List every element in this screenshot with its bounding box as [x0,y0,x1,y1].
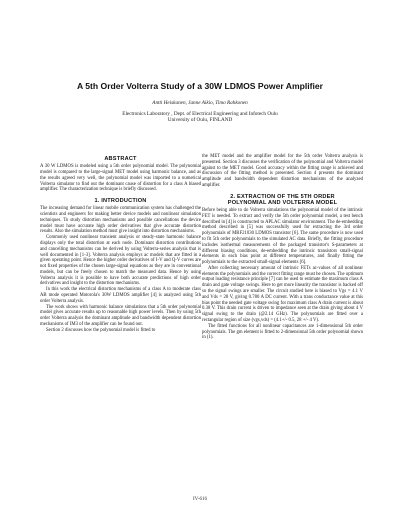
right-column [202,154,363,341]
page-number: IV-616 [193,497,207,502]
paper-authors: Antti Heiskanen, Janne Aikio, Timo Rahkonen [152,100,248,106]
section-2-paragraph-2: After collecting necessary amount of intrinsic FETs ac-values of all nonlinear elements the polynomials and the correct fitting range must be chosen. The optimum output loading resistance principle [7] can be used to estimate the maximum class A drain and gate voltage swings. Here to get more linearity the transistor is backed off so the signal swings are smaller. The circuit studied here is biased to Vgs = 4.1 V and Vds = 28 V, giving 0.780 A DC current. With a trans conductance value at this bias point the needed gate voltage swing for maximum class A drain current is about 0.38 V. This drain current is driven to impedance seen at the drain giving about 4 V signal swing to the drain (@2.14 GHz). The polynomials are fitted over a rectangular region of size (vgs,vds) = (4.1+/- 0.5, 28 +/- 4 V). [202,265,363,323]
abstract-heading: ABSTRACT [104,156,137,162]
affiliation-line-2: University of Oulu, FINLAND [167,117,233,124]
section-2-paragraph-1: Before being able to do Volterra simulations the polynomial model of the intrinsic FET is needed. To extract and verify the 5th order polynomial model, a test bench described in [4] is constructed to APLAC simulator environment. The de-embedding method described in [5] was successfully used for extracting the 3rd order polynomials of MRF21030 LDMOS transistor [6]. The same procedure is now used to fit 5th order polynomials to the simulated AC data. Briefly, the fitting procedure includes isothermal measurements of the packaged transistor's S-parameters at different biasing conditions, de-embedding the intrinsic transistors small-signal elements in each bias point at different temperatures, and finally fitting the polynomials to the extracted small-signal elements [6]. [202,208,363,266]
section-2-heading-line-2: POLYNOMIAL AND VOLTERRA MODEL [227,199,338,206]
paper-title: A 5th Order Volterra Study of a 30W LDMOS Power Amplifier [76,81,324,91]
paper-affiliation [0,111,400,124]
section-2-heading-line-1: 2. EXTRACTION OF THE 5TH ORDER [230,193,335,200]
continued-paragraph: the MET model and the amplifier model for the 5th order Volterra analysis is presented. Section 3 discusses the verification of the polynomial and Volterra model against to the MET model. Good accuracy within the fitting range is achieved and discussion of the fitting method is presented. Section 4 presents the dominant amplitude and bandwidth dependent distortion mechanisms of the analyzed amplifier. [202,154,363,188]
intro-paragraph-3: In this work the electrical distortion mechanisms of a class A to moderate class AB mode operated Motorola's 30W LDMOS amplifier [4] is analyzed using 5th order Volterra analysis. [40,287,201,304]
affiliation-line-1: Electronics Laboratory , Dept. of Electrical Engineering and Infotech Oulu [122,111,278,117]
abstract-text: A 30 W LDMOS is modeled using a 5th order polynomial model. The polynomial model is compared to the large-signal MET model using harmonic balance, and as the results agreed very well, the polynomial model was imported to a numerical Volterra simulator to find out the dominant cause of distortion for a class A biased amplifier. The characterization technique is briefly discussed. [40,164,201,193]
section-2-paragraph-3: The fitted functions for all nonlinear capacitances are 1-dimensional 5th order polynomials. The gm element is fitted to 2-dimensional 5th order polynomial shown in (1). [202,323,363,341]
intro-paragraph-1: The increasing demand for linear mobile communication system has challenged the scientists and engineers for making better device models and nonlinear simulation techniques. To study distortion mechanisms and possible cancellations the device model must have accurate high order derivatives that give accurate distortion results. Also the simulation method must give insight into distortion mechanisms. [40,206,201,235]
intro-paragraph-5: Section 2 discusses how the polynomial model is fitted to [46,327,156,333]
section-2-heading [202,194,363,206]
introduction-heading: 1. INTRODUCTION [94,198,147,205]
intro-paragraph-2: Commonly used nonlinear transient analysis or steady-state harmonic balance displays only the total distortion at each node. Dominant distortion contributions and cancelling mechanisms can be derived by using Volterra-series analysis that is well documented in [1-3]. Volterra analysis employs ac models that are fitted in a given operating point. Hence the higher order derivatives of I-V and Q-V curves are not fixed properties of the chosen large-signal equations as they are in conventional models, but can be freely chosen to match the measured data. Hence by using Volterra analysis it is possible to have both accurate predictions of high order derivatives and insight to the distortion mechanisms. [40,235,201,287]
left-column [40,156,201,334]
intro-paragraph-4: The work shows with harmonic balance simulations that a 5th order polynomial model gives accurate results up to reasonable high power levels. Then by using 5th order Volterra analysis the dominant amplitude and bandwidth dependent distortion mechanisms of IM3 of the amplifier can be found out. [40,304,201,327]
